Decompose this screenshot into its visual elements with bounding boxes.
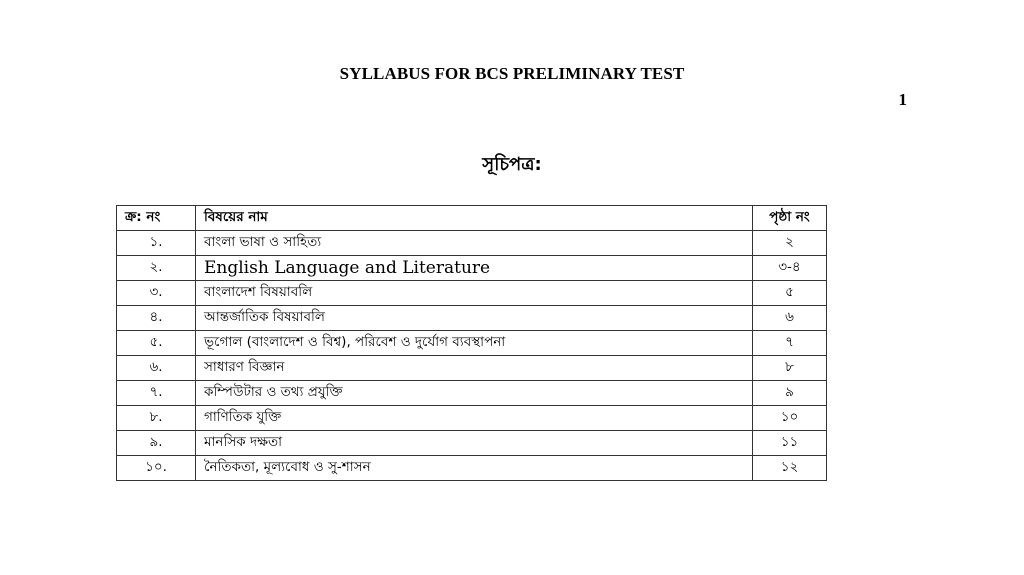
- document-title: SYLLABUS FOR BCS PRELIMINARY TEST: [339, 64, 685, 83]
- row-subject: সাধারণ বিজ্ঞান: [196, 356, 753, 381]
- row-subject: নৈতিকতা, মূল্যবোধ ও সু-শাসন: [196, 456, 753, 481]
- table-row: [117, 456, 827, 481]
- row-page: ৯: [753, 381, 827, 406]
- row-subject: বাংলা ভাষা ও সাহিত্য: [196, 231, 753, 256]
- row-subject: বাংলাদেশ বিষয়াবলি: [196, 281, 753, 306]
- row-page: ৬: [753, 306, 827, 331]
- row-page: ৮: [753, 356, 827, 381]
- contents-heading: সূচিপত্র:: [482, 154, 542, 175]
- row-subject: আন্তর্জাতিক বিষয়াবলি: [196, 306, 753, 331]
- table-row: [117, 381, 827, 406]
- table-row: [117, 406, 827, 431]
- table-row: [117, 431, 827, 456]
- row-page: ১১: [753, 431, 827, 456]
- table-row: [117, 356, 827, 381]
- row-page: ১২: [753, 456, 827, 481]
- table-row: [117, 306, 827, 331]
- row-serial: ৬.: [117, 356, 196, 381]
- row-serial: ১০.: [117, 456, 196, 481]
- header-page: পৃষ্ঠা নং: [753, 206, 827, 231]
- header-serial: ক্র: নং: [117, 206, 196, 231]
- header-subject: বিষয়ের নাম: [196, 206, 753, 231]
- row-subject: গাণিতিক যুক্তি: [196, 406, 753, 431]
- table-row: [117, 256, 827, 281]
- row-page: ৭: [753, 331, 827, 356]
- row-page: ১০: [753, 406, 827, 431]
- page-number: 1: [898, 90, 907, 109]
- row-serial: ৮.: [117, 406, 196, 431]
- row-serial: ৩.: [117, 281, 196, 306]
- row-serial: ৫.: [117, 331, 196, 356]
- row-serial: ৯.: [117, 431, 196, 456]
- row-subject: মানসিক দক্ষতা: [196, 431, 753, 456]
- contents-table: [116, 205, 827, 481]
- table-row: [117, 331, 827, 356]
- table-row: [117, 281, 827, 306]
- table-row: [117, 231, 827, 256]
- row-subject: ভূগোল (বাংলাদেশ ও বিশ্ব), পরিবেশ ও দুর্যোগ ব্যবস্থাপনা: [196, 331, 753, 356]
- row-subject: কম্পিউটার ও তথ্য প্রযুক্তি: [196, 381, 753, 406]
- row-page: ২: [753, 231, 827, 256]
- row-serial: ৭.: [117, 381, 196, 406]
- table-header-row: [117, 206, 827, 231]
- row-serial: ৪.: [117, 306, 196, 331]
- row-subject: English Language and Literature: [196, 256, 753, 281]
- row-serial: ২.: [117, 256, 196, 281]
- row-page: ৩-৪: [753, 256, 827, 281]
- row-serial: ১.: [117, 231, 196, 256]
- row-page: ৫: [753, 281, 827, 306]
